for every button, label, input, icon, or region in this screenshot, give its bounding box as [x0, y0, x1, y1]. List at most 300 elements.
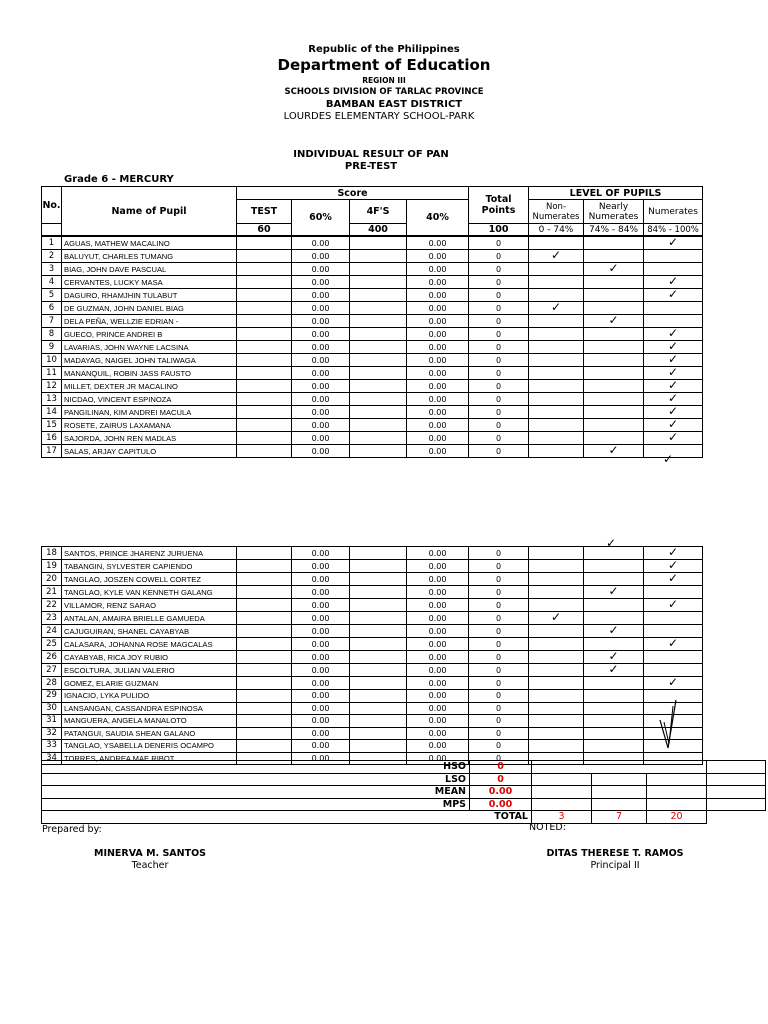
test-score — [237, 276, 292, 289]
pct40-value: 0.00 — [407, 560, 469, 573]
pct60-value: 0.00 — [292, 573, 350, 586]
pupil-number: 6 — [42, 302, 62, 315]
pct40-value: 0.00 — [407, 419, 469, 432]
test-score — [237, 263, 292, 276]
pct40-value: 0.00 — [407, 677, 469, 690]
test-score — [237, 690, 292, 703]
fours-score — [350, 289, 407, 302]
fours-score — [350, 354, 407, 367]
pct40-value: 0.00 — [407, 445, 469, 458]
level-num-cell — [644, 586, 703, 599]
table-row — [42, 406, 703, 419]
fours-score — [350, 690, 407, 703]
pupil-number: 28 — [42, 677, 62, 690]
fours-score — [350, 677, 407, 690]
check-mark: ✓ — [550, 249, 562, 262]
prepared-by-label: Prepared by: — [42, 824, 102, 835]
test-score — [237, 445, 292, 458]
pct40-value: 0.00 — [407, 432, 469, 445]
fours-max: 400 — [350, 224, 407, 236]
pct40-value: 0.00 — [407, 752, 469, 765]
pct40-value: 0.00 — [407, 586, 469, 599]
table-row — [42, 702, 703, 715]
total-points: 0 — [469, 612, 529, 625]
total-max: 100 — [469, 224, 529, 236]
principal-role: Principal II — [590, 860, 640, 871]
level-num-cell — [644, 263, 703, 276]
level-num-cell — [644, 419, 703, 432]
total-points: 0 — [469, 315, 529, 328]
table-row — [42, 432, 703, 445]
pupil-number: 24 — [42, 625, 62, 638]
table-row — [42, 315, 703, 328]
table-row — [42, 237, 703, 250]
table-row — [42, 547, 703, 560]
pct60-value: 0.00 — [292, 263, 350, 276]
total-nearly-numerates: 7 — [592, 811, 647, 824]
total-points: 0 — [469, 367, 529, 380]
num-range: 84% - 100% — [644, 224, 703, 236]
fours-score — [350, 573, 407, 586]
level-non-cell — [529, 664, 584, 677]
level-num-cell — [644, 354, 703, 367]
level-num-cell — [644, 380, 703, 393]
check-mark: ✓ — [608, 663, 619, 676]
pupil-name: TORRES, ANDREA MAE RIBOT — [62, 752, 237, 765]
level-non-cell — [529, 573, 584, 586]
fours-score — [350, 367, 407, 380]
level-non-cell — [529, 612, 584, 625]
fours-score — [350, 586, 407, 599]
check-mark: ✓ — [667, 340, 679, 353]
check-mark: ✓ — [667, 236, 679, 249]
pct40-value: 0.00 — [407, 547, 469, 560]
table-row — [42, 302, 703, 315]
principal-name: DITAS THERESE T. RAMOS — [546, 848, 684, 859]
level-num-cell — [644, 547, 703, 560]
total-points: 0 — [469, 573, 529, 586]
grade-label: Grade 6 - MERCURY — [64, 174, 174, 185]
mean-label: MEAN — [42, 786, 470, 799]
pupil-number: 4 — [42, 276, 62, 289]
pupil-number: 3 — [42, 263, 62, 276]
pct60-value: 0.00 — [292, 651, 350, 664]
total-points: 0 — [469, 677, 529, 690]
check-mark: ✓ — [667, 353, 679, 366]
teacher-name: MINERVA M. SANTOS — [93, 848, 207, 859]
level-non-cell — [529, 547, 584, 560]
stray-check-mark: ✓ — [606, 536, 617, 550]
pupil-name: TANGLAO, JOSZEN COWELL CORTEZ — [62, 573, 237, 586]
pupil-name: MANGUERA, ANGELA MANALOTO — [62, 715, 237, 728]
pupil-number: 10 — [42, 354, 62, 367]
level-num-cell — [644, 276, 703, 289]
pupil-name: CAJUGUIRAN, SHANEL CAYABYAB — [62, 625, 237, 638]
level-non-cell — [529, 328, 584, 341]
table-row — [42, 690, 703, 703]
level-nearly-cell — [584, 263, 644, 276]
total-points: 0 — [469, 599, 529, 612]
table-row — [42, 250, 703, 263]
fours-score — [350, 406, 407, 419]
pct40-value: 0.00 — [407, 393, 469, 406]
pct40-value: 0.00 — [407, 276, 469, 289]
total-points: 0 — [469, 445, 529, 458]
pupil-name: BIAG, JOHN DAVE PASCUAL — [62, 263, 237, 276]
level-nearly-cell — [584, 727, 644, 740]
level-non-cell — [529, 354, 584, 367]
pupil-name: GOMEZ, ELARIE GUZMAN — [62, 677, 237, 690]
pupil-number: 16 — [42, 432, 62, 445]
level-nearly-cell — [584, 625, 644, 638]
level-non-cell — [529, 263, 584, 276]
column-header — [41, 186, 703, 236]
pupil-name: CAYABYAB, RICA JOY RUBIO — [62, 651, 237, 664]
pct40-value: 0.00 — [407, 573, 469, 586]
level-num-cell — [644, 237, 703, 250]
col-score: Score — [237, 187, 469, 200]
level-non-cell — [529, 638, 584, 651]
level-num-cell — [644, 289, 703, 302]
table-row — [42, 677, 703, 690]
fours-score — [350, 727, 407, 740]
pct60-value: 0.00 — [292, 419, 350, 432]
level-nearly-cell — [584, 237, 644, 250]
test-score — [237, 289, 292, 302]
pupil-name: DE GUZMAN, JOHN DANIEL BIAG — [62, 302, 237, 315]
total-points: 0 — [469, 263, 529, 276]
test-score — [237, 237, 292, 250]
pupil-name: TABANGIN, SYLVESTER CAPIENDO — [62, 560, 237, 573]
pct60-value: 0.00 — [292, 727, 350, 740]
pupil-table-part2 — [41, 546, 703, 765]
report-subtitle: PRE-TEST — [344, 161, 398, 172]
fours-score — [350, 638, 407, 651]
pct60-value: 0.00 — [292, 250, 350, 263]
pupil-number: 20 — [42, 573, 62, 586]
pct60-value: 0.00 — [292, 599, 350, 612]
nearly-range: 74% - 84% — [584, 224, 644, 236]
pupil-name: LANSANGAN, CASSANDRA ESPINOSA — [62, 702, 237, 715]
level-num-cell — [644, 328, 703, 341]
table-row — [42, 328, 703, 341]
pct40-value: 0.00 — [407, 690, 469, 703]
table-row — [42, 445, 703, 458]
test-score — [237, 432, 292, 445]
level-nearly-cell — [584, 341, 644, 354]
pct60-value: 0.00 — [292, 393, 350, 406]
fours-score — [350, 612, 407, 625]
level-non-cell — [529, 289, 584, 302]
pupil-name: AGUAS, MATHEW MACALINO — [62, 237, 237, 250]
pupil-number: 7 — [42, 315, 62, 328]
report-title: INDIVIDUAL RESULT OF PAN — [293, 149, 449, 160]
test-score — [237, 302, 292, 315]
col-nearly-numerate: Nearly Numerates — [584, 200, 644, 224]
fours-score — [350, 328, 407, 341]
level-non-cell — [529, 727, 584, 740]
table-row — [42, 573, 703, 586]
total-points: 0 — [469, 302, 529, 315]
mean-value: 0.00 — [470, 786, 532, 799]
check-mark: ✓ — [667, 288, 679, 301]
pct40-value: 0.00 — [407, 651, 469, 664]
test-score — [237, 406, 292, 419]
total-points: 0 — [469, 740, 529, 753]
level-nearly-cell — [584, 393, 644, 406]
check-mark: ✓ — [608, 650, 619, 663]
pupil-name: PATANGUI, SAUDIA SHEAN GALANO — [62, 727, 237, 740]
pupil-number: 32 — [42, 727, 62, 740]
check-mark: ✓ — [667, 676, 679, 689]
level-non-cell — [529, 276, 584, 289]
fours-score — [350, 560, 407, 573]
level-nearly-cell — [584, 599, 644, 612]
test-score — [237, 740, 292, 753]
pupil-number: 17 — [42, 445, 62, 458]
pupil-name: DELA PEÑA, WELLZIE EDRIAN - — [62, 315, 237, 328]
total-points: 0 — [469, 276, 529, 289]
pct60-value: 0.00 — [292, 315, 350, 328]
pupil-table-part1 — [41, 236, 703, 458]
pupil-number: 31 — [42, 715, 62, 728]
level-non-cell — [529, 237, 584, 250]
pupil-number: 21 — [42, 586, 62, 599]
pupil-number: 33 — [42, 740, 62, 753]
col-test: TEST — [237, 200, 292, 224]
table-row — [42, 727, 703, 740]
level-nearly-cell — [584, 315, 644, 328]
level-non-cell — [529, 406, 584, 419]
level-num-cell — [644, 625, 703, 638]
pct40-value: 0.00 — [407, 380, 469, 393]
department-title: Department of Education — [277, 56, 491, 74]
level-nearly-cell — [584, 586, 644, 599]
pct40-value: 0.00 — [407, 341, 469, 354]
col-no: No. — [42, 187, 62, 224]
level-num-cell — [644, 367, 703, 380]
table-row — [42, 715, 703, 728]
level-nearly-cell — [584, 677, 644, 690]
level-non-cell — [529, 393, 584, 406]
check-mark: ✓ — [667, 572, 679, 585]
check-mark: ✓ — [667, 392, 679, 405]
test-score — [237, 586, 292, 599]
level-num-cell — [644, 664, 703, 677]
level-nearly-cell — [584, 328, 644, 341]
lso-label: LSO — [42, 773, 470, 786]
total-points: 0 — [469, 752, 529, 765]
pupil-number: 2 — [42, 250, 62, 263]
fours-score — [350, 237, 407, 250]
check-mark: ✓ — [608, 444, 619, 457]
check-mark: ✓ — [550, 611, 562, 624]
fours-score — [350, 664, 407, 677]
level-non-cell — [529, 419, 584, 432]
check-mark: ✓ — [667, 405, 679, 418]
pupil-name: DAGURO, RHAMJHIN TULABUT — [62, 289, 237, 302]
col-non-numerate: Non-Numerates — [529, 200, 584, 224]
pct40-value: 0.00 — [407, 715, 469, 728]
level-nearly-cell — [584, 740, 644, 753]
pupil-name: TANGLAO, KYLE VAN KENNETH GALANG — [62, 586, 237, 599]
pupil-number: 25 — [42, 638, 62, 651]
pupil-name: ROSETE, ZAIRUS LAXAMANA — [62, 419, 237, 432]
pct40-value: 0.00 — [407, 638, 469, 651]
pupil-number: 34 — [42, 752, 62, 765]
test-score — [237, 315, 292, 328]
pupil-name: TANGLAO, YSABELLA DENERIS OCAMPO — [62, 740, 237, 753]
pupil-name: SAJORDA, JOHN REN MADLAS — [62, 432, 237, 445]
total-points: 0 — [469, 702, 529, 715]
test-score — [237, 354, 292, 367]
level-non-cell — [529, 586, 584, 599]
fours-score — [350, 263, 407, 276]
table-row — [42, 341, 703, 354]
level-nearly-cell — [584, 445, 644, 458]
test-score — [237, 715, 292, 728]
table-row — [42, 263, 703, 276]
table-row — [42, 638, 703, 651]
table-row — [42, 740, 703, 753]
check-mark: ✓ — [608, 314, 619, 327]
handwritten-check-mark — [656, 698, 680, 752]
table-row — [42, 380, 703, 393]
pct40-value: 0.00 — [407, 702, 469, 715]
pct40-value: 0.00 — [407, 367, 469, 380]
total-points: 0 — [469, 341, 529, 354]
level-non-cell — [529, 380, 584, 393]
table-row — [42, 354, 703, 367]
level-nearly-cell — [584, 432, 644, 445]
hso-value: 0 — [470, 761, 532, 774]
stray-check-mark: ✓ — [663, 452, 674, 466]
table-row — [42, 276, 703, 289]
total-points: 0 — [469, 237, 529, 250]
test-score — [237, 573, 292, 586]
noted-label: NOTED: — [529, 822, 566, 833]
total-points: 0 — [469, 690, 529, 703]
test-score — [237, 380, 292, 393]
total-points: 0 — [469, 250, 529, 263]
level-nearly-cell — [584, 573, 644, 586]
pupil-name: CERVANTES, LUCKY MASA — [62, 276, 237, 289]
level-nearly-cell — [584, 406, 644, 419]
division-line: SCHOOLS DIVISION OF TARLAC PROVINCE — [284, 87, 484, 97]
level-non-cell — [529, 367, 584, 380]
level-nearly-cell — [584, 690, 644, 703]
pct60-value: 0.00 — [292, 367, 350, 380]
fours-score — [350, 625, 407, 638]
pct60-value: 0.00 — [292, 560, 350, 573]
level-nearly-cell — [584, 702, 644, 715]
check-mark: ✓ — [667, 637, 679, 650]
pupil-name: IGNACIO, LYKA PULIDO — [62, 690, 237, 703]
total-label: TOTAL — [42, 811, 532, 824]
pupil-number: 9 — [42, 341, 62, 354]
level-non-cell — [529, 315, 584, 328]
pupil-number: 8 — [42, 328, 62, 341]
level-non-cell — [529, 677, 584, 690]
pct60-value: 0.00 — [292, 664, 350, 677]
pct60-value: 0.00 — [292, 638, 350, 651]
table-row — [42, 586, 703, 599]
level-num-cell — [644, 406, 703, 419]
level-nearly-cell — [584, 560, 644, 573]
pct60-value: 0.00 — [292, 752, 350, 765]
test-score — [237, 599, 292, 612]
pupil-number: 12 — [42, 380, 62, 393]
total-points: 0 — [469, 432, 529, 445]
pct60-value: 0.00 — [292, 380, 350, 393]
check-mark: ✓ — [608, 262, 619, 275]
level-num-cell — [644, 599, 703, 612]
level-nearly-cell — [584, 289, 644, 302]
level-non-cell — [529, 250, 584, 263]
level-num-cell — [644, 677, 703, 690]
level-non-cell — [529, 599, 584, 612]
pct60-value: 0.00 — [292, 690, 350, 703]
test-score — [237, 638, 292, 651]
pct40-value: 0.00 — [407, 289, 469, 302]
level-non-cell — [529, 651, 584, 664]
pct60-value: 0.00 — [292, 354, 350, 367]
fours-score — [350, 250, 407, 263]
pct60-value: 0.00 — [292, 341, 350, 354]
level-num-cell — [644, 612, 703, 625]
test-score — [237, 419, 292, 432]
table-row — [42, 289, 703, 302]
pct60-value: 0.00 — [292, 547, 350, 560]
table-row — [42, 419, 703, 432]
check-mark: ✓ — [550, 301, 562, 314]
test-score — [237, 341, 292, 354]
non-range: 0 - 74% — [529, 224, 584, 236]
pct40-value: 0.00 — [407, 612, 469, 625]
check-mark: ✓ — [667, 366, 679, 379]
fours-score — [350, 393, 407, 406]
test-score — [237, 547, 292, 560]
total-points: 0 — [469, 547, 529, 560]
fours-score — [350, 702, 407, 715]
total-numerates: 20 — [647, 811, 707, 824]
check-mark: ✓ — [667, 379, 679, 392]
level-nearly-cell — [584, 380, 644, 393]
pct60-value: 0.00 — [292, 406, 350, 419]
level-non-cell — [529, 560, 584, 573]
lso-value: 0 — [470, 773, 532, 786]
test-score — [237, 664, 292, 677]
pct60-value: 0.00 — [292, 612, 350, 625]
col-level: LEVEL OF PUPILS — [529, 187, 703, 200]
pct40-value: 0.00 — [407, 406, 469, 419]
summary-table — [41, 760, 766, 824]
pupil-number: 15 — [42, 419, 62, 432]
pct60-value: 0.00 — [292, 677, 350, 690]
fours-score — [350, 651, 407, 664]
table-row — [42, 599, 703, 612]
check-mark: ✓ — [667, 546, 679, 559]
district-line: BAMBAN EAST DISTRICT — [325, 99, 463, 110]
total-points: 0 — [469, 380, 529, 393]
pupil-name: MANANQUIL, ROBIN JASS FAUSTO — [62, 367, 237, 380]
check-mark: ✓ — [667, 327, 679, 340]
pct60-value: 0.00 — [292, 432, 350, 445]
fours-score — [350, 302, 407, 315]
pct40-value: 0.00 — [407, 237, 469, 250]
pct40-value: 0.00 — [407, 302, 469, 315]
pct40-value: 0.00 — [407, 354, 469, 367]
